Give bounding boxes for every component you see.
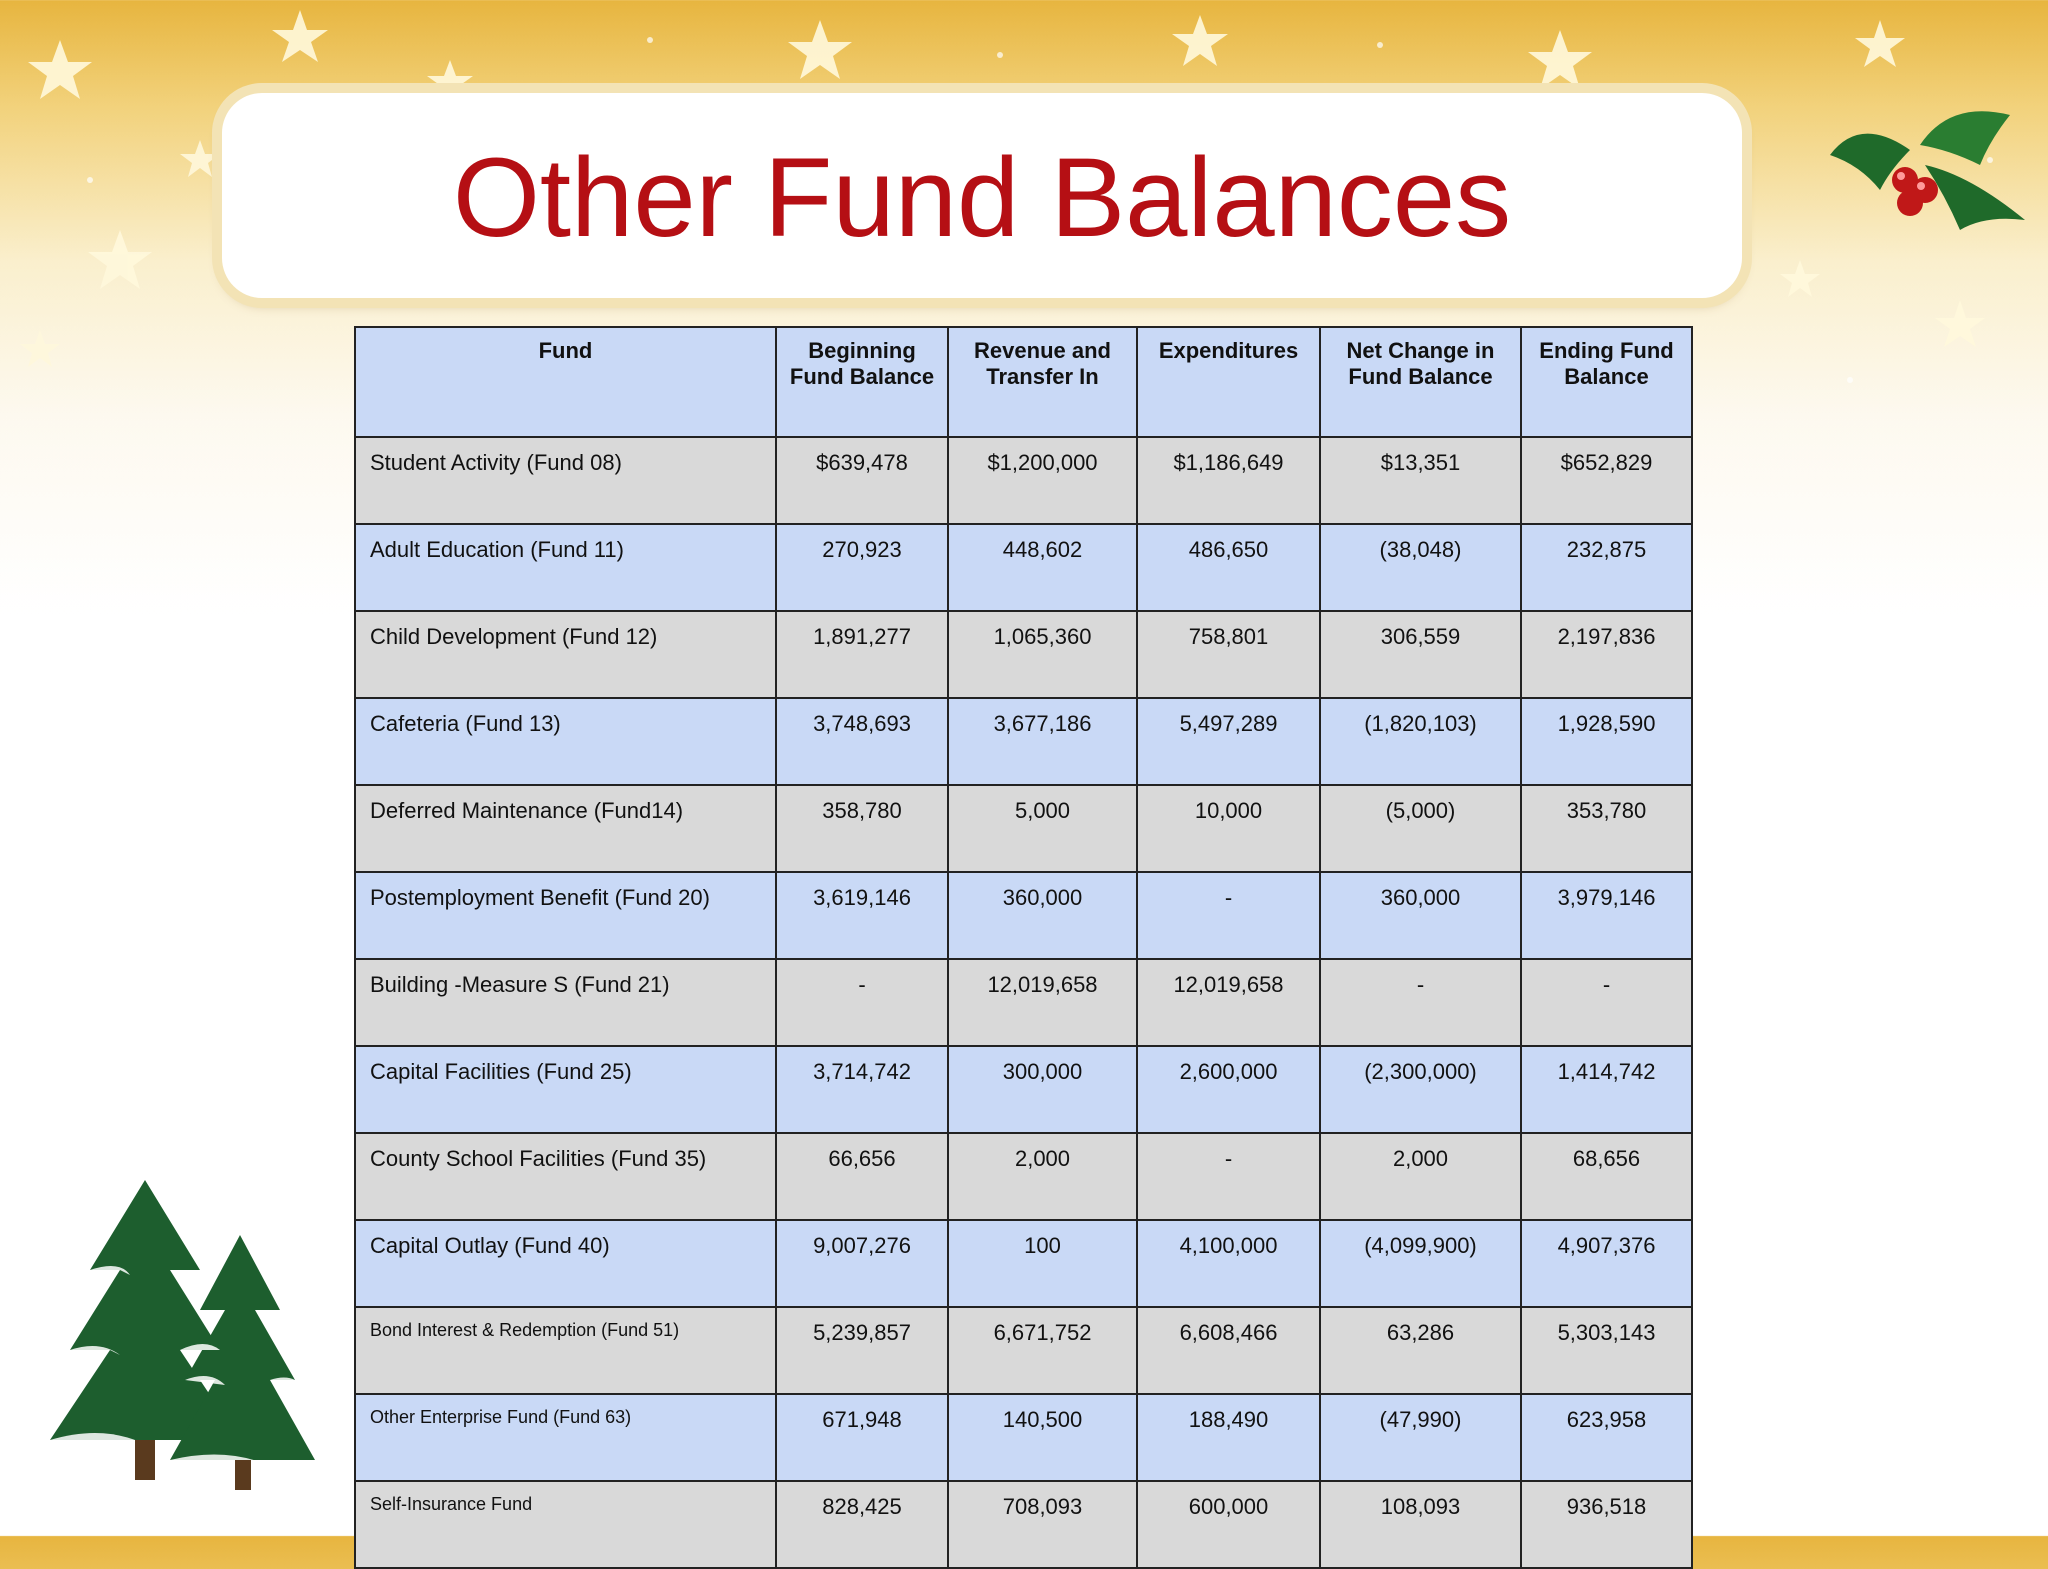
revenue-cell: 448,602 <box>948 524 1137 611</box>
revenue-cell: 708,093 <box>948 1481 1137 1568</box>
ending-balance-cell: 68,656 <box>1521 1133 1692 1220</box>
table-row <box>355 524 1692 611</box>
ending-balance-cell: 1,928,590 <box>1521 698 1692 785</box>
fund-name-cell: Bond Interest & Redemption (Fund 51) <box>355 1307 776 1394</box>
table-row <box>355 1394 1692 1481</box>
header-ending-balance: Ending Fund Balance <box>1521 327 1692 437</box>
fund-balance-table-container <box>354 326 1693 1569</box>
table-row <box>355 1046 1692 1133</box>
table-row <box>355 872 1692 959</box>
net-change-cell: (5,000) <box>1320 785 1521 872</box>
fund-name-cell: County School Facilities (Fund 35) <box>355 1133 776 1220</box>
header-fund: Fund <box>355 327 776 437</box>
net-change-cell: 360,000 <box>1320 872 1521 959</box>
net-change-cell: (38,048) <box>1320 524 1521 611</box>
table-row <box>355 1307 1692 1394</box>
revenue-cell: 6,671,752 <box>948 1307 1137 1394</box>
beginning-balance-cell: 828,425 <box>776 1481 948 1568</box>
table-row <box>355 959 1692 1046</box>
beginning-balance-cell: 1,891,277 <box>776 611 948 698</box>
table-row <box>355 1133 1692 1220</box>
fund-name-cell: Capital Outlay (Fund 40) <box>355 1220 776 1307</box>
beginning-balance-cell: 9,007,276 <box>776 1220 948 1307</box>
fund-name-cell: Student Activity (Fund 08) <box>355 437 776 524</box>
ending-balance-cell: 1,414,742 <box>1521 1046 1692 1133</box>
ending-balance-cell: 623,958 <box>1521 1394 1692 1481</box>
ending-balance-cell: 5,303,143 <box>1521 1307 1692 1394</box>
beginning-balance-cell: 3,714,742 <box>776 1046 948 1133</box>
expenditures-cell: - <box>1137 1133 1320 1220</box>
net-change-cell: (4,099,900) <box>1320 1220 1521 1307</box>
ending-balance-cell: 4,907,376 <box>1521 1220 1692 1307</box>
beginning-balance-cell: 66,656 <box>776 1133 948 1220</box>
title-box <box>222 93 1742 298</box>
fund-name-cell: Self-Insurance Fund <box>355 1481 776 1568</box>
expenditures-cell: 10,000 <box>1137 785 1320 872</box>
ending-balance-cell: 2,197,836 <box>1521 611 1692 698</box>
net-change-cell: (2,300,000) <box>1320 1046 1521 1133</box>
beginning-balance-cell: 671,948 <box>776 1394 948 1481</box>
ending-balance-cell: - <box>1521 959 1692 1046</box>
net-change-cell: $13,351 <box>1320 437 1521 524</box>
net-change-cell: - <box>1320 959 1521 1046</box>
net-change-cell: (1,820,103) <box>1320 698 1521 785</box>
table-row <box>355 698 1692 785</box>
ending-balance-cell: 936,518 <box>1521 1481 1692 1568</box>
revenue-cell: 300,000 <box>948 1046 1137 1133</box>
expenditures-cell: $1,186,649 <box>1137 437 1320 524</box>
table-row <box>355 437 1692 524</box>
beginning-balance-cell: 270,923 <box>776 524 948 611</box>
beginning-balance-cell: 3,619,146 <box>776 872 948 959</box>
header-revenue-transfer: Revenue and Transfer In <box>948 327 1137 437</box>
revenue-cell: $1,200,000 <box>948 437 1137 524</box>
net-change-cell: 306,559 <box>1320 611 1521 698</box>
header-net-change: Net Change in Fund Balance <box>1320 327 1521 437</box>
beginning-balance-cell: - <box>776 959 948 1046</box>
ending-balance-cell: 353,780 <box>1521 785 1692 872</box>
fund-name-cell: Adult Education (Fund 11) <box>355 524 776 611</box>
expenditures-cell: 758,801 <box>1137 611 1320 698</box>
expenditures-cell: 2,600,000 <box>1137 1046 1320 1133</box>
net-change-cell: (47,990) <box>1320 1394 1521 1481</box>
revenue-cell: 3,677,186 <box>948 698 1137 785</box>
revenue-cell: 12,019,658 <box>948 959 1137 1046</box>
table-row <box>355 785 1692 872</box>
expenditures-cell: 600,000 <box>1137 1481 1320 1568</box>
table-header-row <box>355 327 1692 437</box>
expenditures-cell: 5,497,289 <box>1137 698 1320 785</box>
fund-name-cell: Child Development (Fund 12) <box>355 611 776 698</box>
net-change-cell: 108,093 <box>1320 1481 1521 1568</box>
table-row <box>355 611 1692 698</box>
expenditures-cell: 6,608,466 <box>1137 1307 1320 1394</box>
expenditures-cell: 4,100,000 <box>1137 1220 1320 1307</box>
expenditures-cell: 188,490 <box>1137 1394 1320 1481</box>
revenue-cell: 2,000 <box>948 1133 1137 1220</box>
net-change-cell: 2,000 <box>1320 1133 1521 1220</box>
fund-name-cell: Capital Facilities (Fund 25) <box>355 1046 776 1133</box>
beginning-balance-cell: 3,748,693 <box>776 698 948 785</box>
table-row <box>355 1220 1692 1307</box>
fund-balance-table <box>354 326 1693 1569</box>
christmas-trees-icon <box>30 1180 330 1500</box>
revenue-cell: 5,000 <box>948 785 1137 872</box>
fund-name-cell: Building -Measure S (Fund 21) <box>355 959 776 1046</box>
fund-name-cell: Deferred Maintenance (Fund14) <box>355 785 776 872</box>
ending-balance-cell: $652,829 <box>1521 437 1692 524</box>
revenue-cell: 1,065,360 <box>948 611 1137 698</box>
expenditures-cell: 486,650 <box>1137 524 1320 611</box>
header-beginning-balance: Beginning Fund Balance <box>776 327 948 437</box>
fund-name-cell: Postemployment Benefit (Fund 20) <box>355 872 776 959</box>
beginning-balance-cell: $639,478 <box>776 437 948 524</box>
slide-title: Other Fund Balances <box>452 135 1512 260</box>
table-row <box>355 1481 1692 1568</box>
net-change-cell: 63,286 <box>1320 1307 1521 1394</box>
expenditures-cell: - <box>1137 872 1320 959</box>
expenditures-cell: 12,019,658 <box>1137 959 1320 1046</box>
fund-name-cell: Other Enterprise Fund (Fund 63) <box>355 1394 776 1481</box>
beginning-balance-cell: 358,780 <box>776 785 948 872</box>
holly-icon <box>1820 95 2035 245</box>
fund-name-cell: Cafeteria (Fund 13) <box>355 698 776 785</box>
revenue-cell: 360,000 <box>948 872 1137 959</box>
beginning-balance-cell: 5,239,857 <box>776 1307 948 1394</box>
header-expenditures: Expenditures <box>1137 327 1320 437</box>
revenue-cell: 100 <box>948 1220 1137 1307</box>
ending-balance-cell: 3,979,146 <box>1521 872 1692 959</box>
revenue-cell: 140,500 <box>948 1394 1137 1481</box>
ending-balance-cell: 232,875 <box>1521 524 1692 611</box>
